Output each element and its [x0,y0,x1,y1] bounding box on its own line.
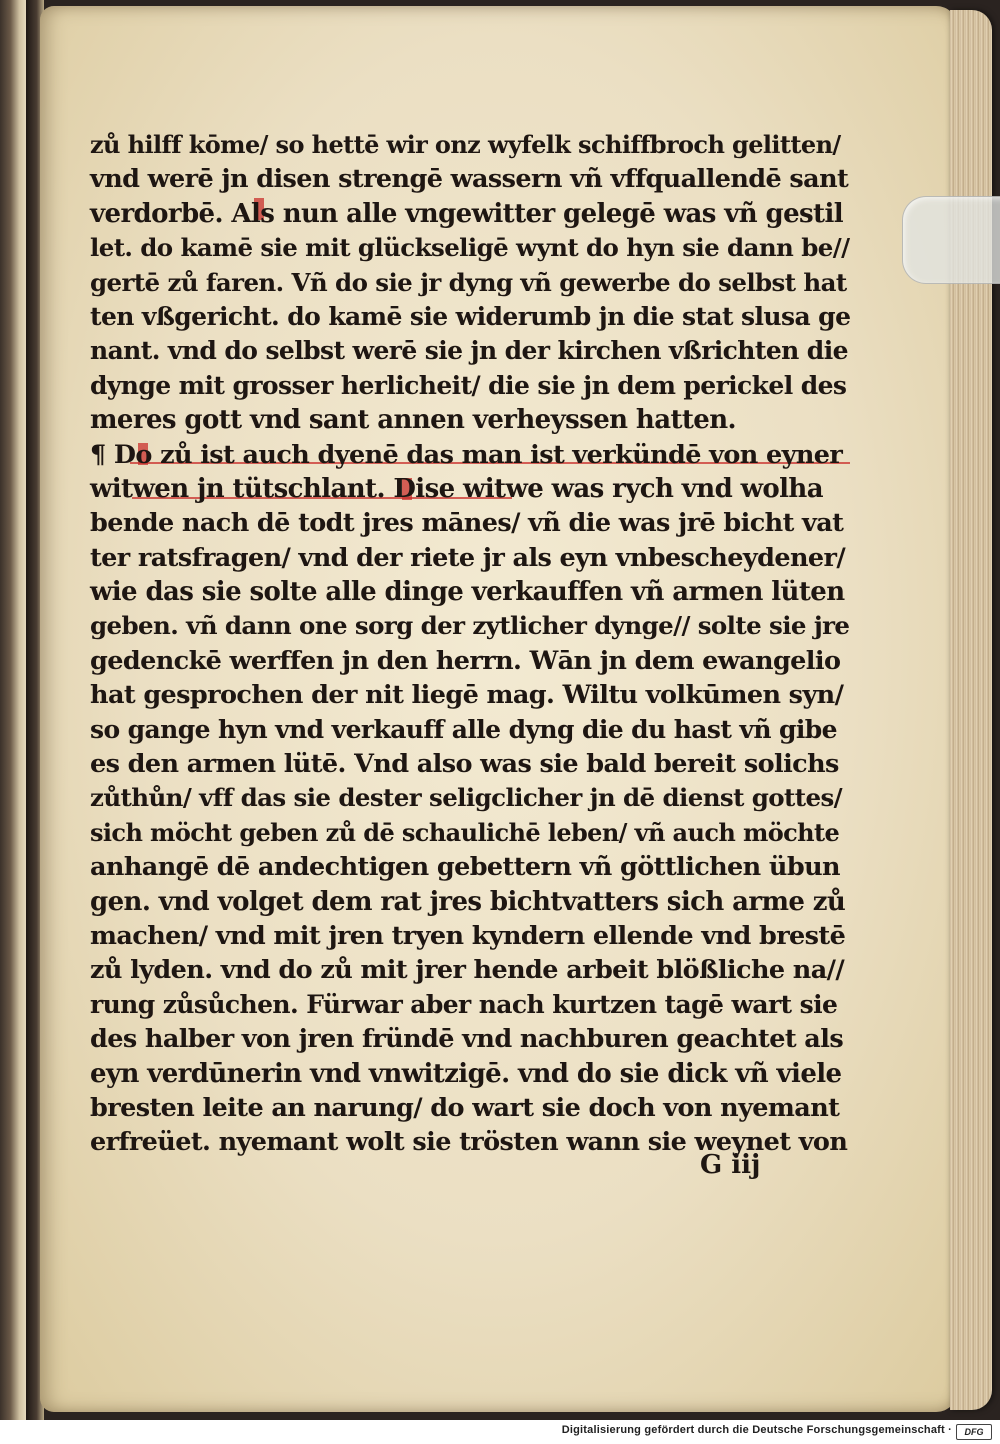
page-text-block [90,128,850,1160]
text-line: es den armen lütē. Vnd also was sie bald bereit solichs [90,749,839,780]
dfg-logo: DFG [956,1424,992,1440]
text-line: erfreüet. nyemant wolt sie trösten wann sie weynet von [90,1127,848,1158]
signature-mark: G iij [700,1150,761,1180]
text-line: nant. vnd do selbst werē sie jn der kirchen vßrichten die [90,336,848,366]
footer-bar [0,1420,1000,1444]
text-line: zů hilff kōme/ so hettē wir onz wyfelk schiffbroch gelitten/ [90,130,841,159]
text-line: dynge mit grosser herlicheit/ die sie jn dem perickel des [90,370,847,400]
text-line: wie das sie solte alle dinge verkauffen vñ armen lüten [90,577,845,608]
text-line: des halber von jren fründē vnd nachburen geachtet als [90,1024,844,1055]
digitization-credit: Digitalisierung gefördert durch die Deutsche Forschungsgemeinschaft · [561,1424,952,1436]
text-line: eyn verdūnerin vnd vnwitzigē. vnd do sie dick vñ viele [90,1058,842,1089]
text-line: verdorbē. Als nun alle vngewitter gelegē was vñ gestil [90,198,844,229]
text-line: rung zůsůchen. Fürwar aber nach kurtzen tagē wart sie [90,989,838,1019]
text-line: geben. vñ dann one sorg der zytlicher dynge// solte sie jre [90,611,850,641]
text-line: bresten leite an narung/ do wart sie doch von nyemant [90,1092,840,1123]
text-line: machen/ vnd mit jren tryen kyndern ellende vnd brestē [90,920,846,951]
text-line: hat gesprochen der nit liegē mag. Wiltu volkūmen syn/ [90,680,844,711]
facing-page-edge [0,0,26,1420]
text-line: zůthůn/ vff das sie dester seligclicher jn dē dienst gottes/ [90,783,842,813]
text-line: bende nach dē todt jres mānes/ vñ die was jrē bicht vat [90,508,844,539]
text-line: vnd werē jn disen strengē wassern vñ vffquallendē sant [90,164,849,195]
text-line: so gange hyn vnd verkauff alle dyng die du hast vñ gibe [90,714,837,744]
text-line: gertē zů faren. Vñ do sie jr dyng vñ gewerbe do selbst hat [90,267,847,297]
text-line: anhangē dē andechtigen gebettern vñ göttlichen übun [90,852,840,883]
text-line: zů lyden. vnd do zů mit jrer hende arbeit blößliche na// [90,955,845,986]
page-marker-tab [902,196,1000,284]
text-line: ter ratsfragen/ vnd der riete jr als eyn vnbescheydener/ [90,542,846,573]
text-line: witwen jn tütschlant. Dise witwe was rych vnd wolha [90,473,823,504]
text-line: gen. vnd volget dem rat jres bichtvatters sich arme zů [90,886,846,917]
text-line: ten vßgericht. do kamē sie widerumb jn die stat slusa ge [90,301,851,331]
text-line: ¶ Do zů ist auch dyenē das man ist verkündē von eyner [90,439,843,470]
text-line: let. do kamē sie mit glückseligē wynt do hyn sie dann be// [90,233,850,263]
text-line: meres gott vnd sant annen verheyssen hatten. [90,405,736,436]
text-line: sich möcht geben zů dē schaulichē leben/ vñ auch möchte [90,817,840,847]
text-line: gedenckē werffen jn den herrn. Wān jn dem ewangelio [90,645,841,676]
